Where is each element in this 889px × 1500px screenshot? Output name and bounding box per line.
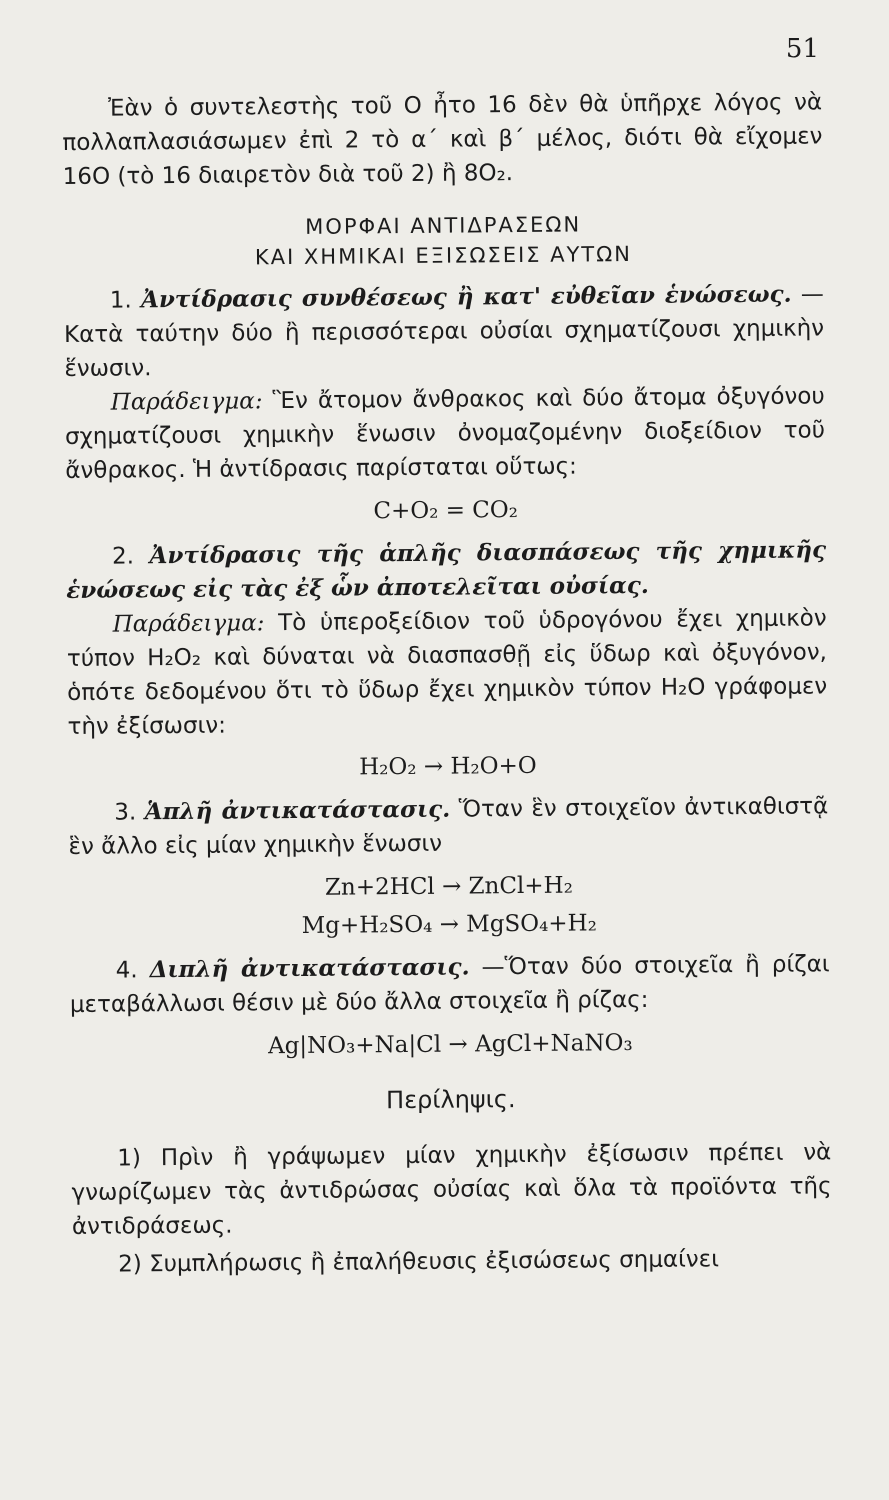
- summary-title: Περίληψις.: [385, 1085, 516, 1115]
- section-2-example-label: Παράδειγμα:: [112, 610, 265, 638]
- section-3-number: 3.: [114, 799, 137, 826]
- section-1: [64, 277, 826, 532]
- section-3: [68, 789, 829, 946]
- summary-item-1: 1) Πρὶν ἢ γράψωμεν μίαν χημικὴν ἐξίσωσιν πρέπει νὰ γνωρίζωμεν τὰς ἀντιδρώσας οὐσίας καὶ ὅλα τὰ προϊόντα τῆς ἀντιδράσεως.: [71, 1139, 832, 1240]
- section-3-title: Ἁπλῆ ἀντικατάστασις.: [144, 795, 451, 826]
- heading-line-1: ΜΟΡΦΑΙ ΑΝΤΙΔΡΑΣΕΩΝ: [305, 212, 582, 239]
- section-4-title: Διπλῆ ἀντικατάστασις.: [149, 953, 470, 984]
- summary-item-2: 2) Συμπλήρωσις ἢ ἐπαλήθευσις ἐξισώσεως σημαίνει: [118, 1246, 720, 1278]
- section-4: [70, 947, 831, 1066]
- section-2: [66, 533, 828, 788]
- section-3-paragraph: [68, 789, 829, 864]
- formula-synthesis: C+O₂ = CO₂: [373, 497, 519, 525]
- section-1-example-label: Παράδειγμα:: [110, 388, 263, 416]
- section-1-title: Ἀντίδρασις συνθέσεως ἢ κατ' εὐθεῖαν ἑνώσεως.: [140, 280, 792, 314]
- heading-line-2: ΚΑΙ ΧΗΜΙΚΑΙ ΕΞΙΣΩΣΕΙΣ ΑΥΤΩΝ: [254, 242, 633, 270]
- formula-double-replacement: Ag|NO₃+Na|Cl → AgCl+NaNO₃: [267, 1030, 633, 1060]
- section-2-example: [67, 601, 828, 744]
- formula-zinc: Zn+2HCl → ZnCl+H₂: [324, 872, 574, 901]
- intro-paragraph: Ἐὰν ὁ συντελεστὴς τοῦ Ο ἦτο 16 δὲν θὰ ὑπῆρχε λόγος νὰ πολλαπλασιάσωμεν ἐπὶ 2 τὸ α΄ καὶ β΄ μέλος, διότι θὰ εἴχομεν 16Ο (τὸ 16 διαιρετὸν διὰ τοῦ 2) ἢ 8Ο₂.: [62, 89, 823, 190]
- section-1-example-text: Ἓν ἄτομον ἄνθρακος καὶ δύο ἄτομα ὀξυγόνου σχηματίζουσι χημικὴν ἕνωσιν ὀνομαζομένην διοξείδιον τοῦ ἄνθρακος. Ἡ ἀντίδρασις παρίσταται οὕτως:: [64, 383, 826, 484]
- section-1-number: 1.: [109, 287, 132, 314]
- section-1-text: — Κατὰ ταύτην δύο ἢ περισσότεραι οὐσίαι σχηματίζουσι χημικὴν ἕνωσιν.: [64, 281, 825, 382]
- section-3-text: Ὅταν ἓν στοιχεῖον ἀντικαθιστᾷ ἓν ἄλλο εἰς μίαν χημικὴν ἕνωσιν: [68, 793, 829, 860]
- section-2-title: Ἀντίδρασις τῆς ἁπλῆς διασπάσεως τῆς χημικῆς ἑνώσεως εἰς τὰς ἐξ ὧν ἀποτελεῖται οὐσίας.: [66, 536, 827, 604]
- section-4-paragraph: [70, 947, 831, 1022]
- section-2-number: 2.: [111, 543, 135, 570]
- page-number: 51: [785, 34, 819, 64]
- section-1-example: [65, 379, 826, 488]
- section-2-paragraph: [66, 533, 827, 608]
- section-4-number: 4.: [115, 957, 138, 984]
- section-1-paragraph: [64, 277, 825, 386]
- formula-magnesium: Mg+H₂SO₄ → MgSO₄+H₂: [301, 910, 597, 939]
- section-2-example-text: Τὸ ὑπεροξείδιον τοῦ ὑδρογόνου ἔχει χημικὸν τύπον H₂O₂ καὶ δύναται νὰ διασπασθῇ εἰς ὕδωρ καὶ ὀξυγόνον, ὁπότε δεδομένου ὅτι τὸ ὕδωρ ἔχει χημικὸν τύπον H₂O γράφομεν τὴν ἐξίσωσιν:: [66, 605, 828, 740]
- section-4-text: —Ὅταν δύο στοιχεῖα ἢ ρίζαι μεταβάλλωσι θέσιν μὲ δύο ἄλλα στοιχεῖα ἢ ρίζας:: [69, 951, 830, 1018]
- formula-decomposition: H₂O₂ → H₂O+O: [359, 752, 537, 781]
- page-content: [62, 85, 832, 1282]
